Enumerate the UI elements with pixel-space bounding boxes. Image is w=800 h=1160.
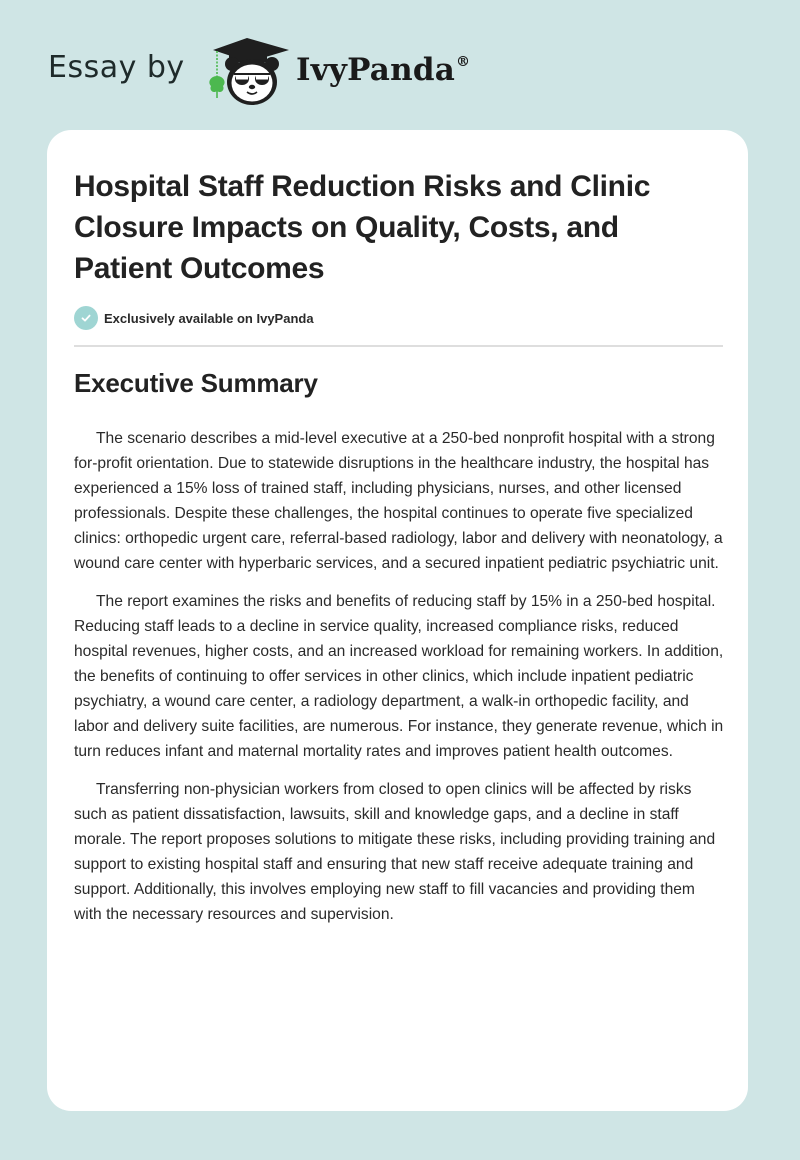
exclusive-label: Exclusively available on IvyPanda [104,310,314,326]
site-header [0,0,800,125]
essay-body [74,426,726,940]
essay-title: Hospital Staff Reduction Risks and Clinic Closure Impacts on Quality, Costs, and Patient Outcomes [74,170,651,285]
exclusive-badge [74,306,314,330]
divider [74,345,723,347]
brand-logo-text[interactable] [296,52,470,88]
section-heading: Executive Summary [74,368,318,398]
paragraph: The report examines the risks and benefits of reducing staff by 15% in a 250-bed hospital. Reducing staff leads to a decline in service quality, increased compliance risks, reduced hospital revenues, higher costs, and an increased workload for remaining workers. In addition, the benefits of continuing to offer services in other clinics, which include inpatient pediatric psychiatry, a wound care center, a radiology department, a walk-in orthopedic facility, and labor and delivery suite facilities, are numerous. For instance, they generate revenue, which in turn reduces infant and maternal mortality rates and improves patient health outcomes. [74,593,724,760]
brand-name: IvyPanda [296,52,455,88]
registered-mark: ® [456,54,471,70]
paragraph: Transferring non-physician workers from closed to open clinics will be affected by risks such as patient dissatisfaction, lawsuits, skill and knowledge gaps, and a decline in staff morale. The report proposes solutions to mitigate these risks, including providing training and support to existing hospital staff and ensuring that new staff receive adequate training and support. Additionally, this involves employing new staff to fill vacancies and providing them with the necessary resources and supervision. [74,781,716,923]
panda-graduation-cap-icon[interactable] [203,36,295,108]
check-circle-icon [74,306,98,330]
essay-by-label: Essay by [48,50,185,85]
essay-card [47,130,748,1111]
paragraph: The scenario describes a mid-level executive at a 250-bed nonprofit hospital with a strong for-profit orientation. Due to statewide disruptions in the healthcare industry, the hospital has experienced a 15% loss of trained staff, including physicians, nurses, and other licensed professionals. Despite these challenges, the hospital continues to operate five specialized clinics: orthopedic urgent care, referral-based radiology, labor and delivery with neonatology, a wound care center with hyperbaric services, and a secured inpatient pediatric psychiatric unit. [74,430,723,572]
